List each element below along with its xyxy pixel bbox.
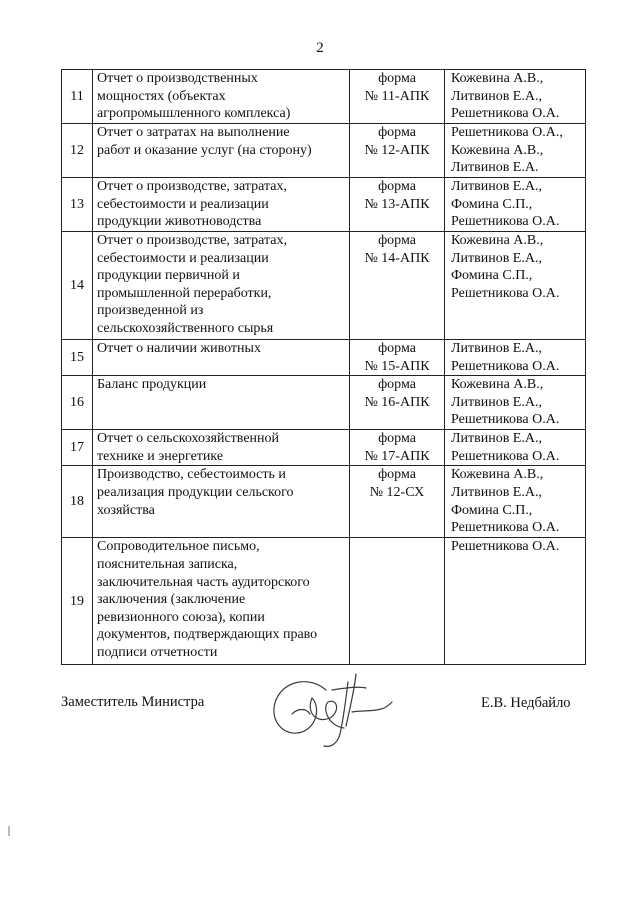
responsible-person: Решетникова О.А. [451,520,560,536]
report-title-line: Отчет о затратах на выполнение [97,125,290,140]
form-code-line: № 12-АПК [364,142,430,158]
form-code [350,430,445,466]
row-number: 19 [62,538,93,665]
report-title [93,430,350,466]
form-code [350,70,445,124]
responsible-person: Литвинов Е.А., [451,179,542,194]
responsible-person: Кожевина А.В., [451,377,544,393]
responsible-person: Кожевина А.В., [451,467,544,483]
form-code [350,178,445,232]
form-code-line: форма [378,125,416,140]
page-number: 2 [316,40,324,56]
row-number: 13 [62,178,93,232]
report-title-line: Отчет о наличии животных [97,341,261,356]
report-title-line: себестоимости и реализации [97,250,269,266]
responsible-person: Литвинов Е.А. [451,160,539,176]
row-number: 18 [62,466,93,538]
report-title-line: Производство, себестоимость и [97,467,286,483]
form-code-line: форма [378,341,416,356]
responsible-person: Литвинов Е.А., [451,250,542,266]
responsible-person: Литвинов Е.А., [451,394,542,410]
row-number: 14 [62,232,93,340]
responsible-persons [445,376,586,430]
report-title-line: подписи отчетности [97,644,218,660]
responsible-persons [445,538,586,665]
report-title-line: ревизионного союза), копии [97,609,265,625]
responsible-person: Литвинов Е.А., [451,88,542,104]
form-code-line: № 14-АПК [364,250,430,266]
form-code-line: № 17-АПК [364,448,430,464]
row-number: 15 [62,340,93,376]
responsible-person: Решетникова О.А. [451,448,560,464]
row-number: 17 [62,430,93,466]
report-title-line: реализация продукции сельского [97,484,294,500]
responsible-person: Литвинов Е.А., [451,341,542,356]
report-title-line: заключительная часть аудиторского [97,574,310,590]
signatory-position: Заместитель Министра [61,694,205,710]
handwritten-signature [262,668,402,753]
responsibility-table [61,69,586,665]
report-title-line: заключения (заключение [97,592,246,608]
report-title [93,376,350,430]
report-title-line: Отчет о производстве, затратах, [97,179,287,194]
form-code-line: форма [378,377,416,393]
report-title-line: пояснительная записка, [97,556,238,572]
form-code [350,340,445,376]
responsible-person: Фомина С.П., [451,502,533,518]
responsible-person: Решетникова О.А. [451,106,560,122]
responsible-person: Кожевина А.В., [451,233,544,248]
table-row [62,466,586,538]
report-title-line: Отчет о сельскохозяйственной [97,431,280,447]
report-title-line: промышленной переработки, [97,285,272,301]
report-title-line: Баланс продукции [97,377,207,393]
form-code [350,538,445,665]
table-row [62,70,586,124]
responsible-person: Решетникова О.А. [451,285,560,301]
form-code-line: № 15-АПК [364,358,430,374]
report-title [93,340,350,376]
form-code-line: № 12-СХ [369,484,425,500]
row-number: 12 [62,124,93,178]
table-row [62,178,586,232]
report-title-line: Отчет о производстве, затратах, [97,233,287,248]
report-title [93,70,350,124]
report-title-line: Сопроводительное письмо, [97,539,260,555]
responsible-persons [445,70,586,124]
table-row [62,376,586,430]
table-row [62,340,586,376]
table-row [62,430,586,466]
table-row [62,538,586,665]
responsible-persons [445,232,586,340]
form-code-line: № 16-АПК [364,394,430,410]
report-title [93,466,350,538]
responsible-person: Решетникова О.А. [451,214,560,230]
responsible-person: Кожевина А.В., [451,71,544,86]
report-title-line: агропромышленного комплекса) [97,106,291,122]
report-title-line: работ и оказание услуг (на сторону) [97,142,312,158]
form-code [350,232,445,340]
form-code-line: № 13-АПК [364,196,430,212]
responsible-person: Решетникова О.А. [451,358,560,374]
report-title-line: документов, подтверждающих право [97,627,318,643]
table-body [62,70,586,665]
responsible-person: Решетникова О.А. [451,412,560,428]
responsible-persons [445,340,586,376]
form-code-line: форма [378,431,416,447]
form-code-line: № 11-АПК [364,88,430,104]
responsible-person: Фомина С.П., [451,268,533,284]
form-code-line: форма [378,179,416,194]
report-title [93,538,350,665]
form-code-line: форма [378,233,416,248]
table-row [62,124,586,178]
report-title-line: продукции первичной и [97,268,240,284]
report-title-line: себестоимости и реализации [97,196,269,212]
form-code [350,466,445,538]
responsible-persons [445,124,586,178]
form-code [350,124,445,178]
scan-margin-mark [8,826,10,836]
responsible-person: Фомина С.П., [451,196,533,212]
report-title-line: технике и энергетике [97,448,224,464]
report-title [93,232,350,340]
responsible-person: Литвинов Е.А., [451,431,542,447]
report-title-line: произведенной из [97,303,204,319]
row-number: 16 [62,376,93,430]
report-title [93,178,350,232]
responsible-persons [445,178,586,232]
row-number: 11 [62,70,93,124]
responsible-person: Решетникова О.А., [451,125,563,140]
form-code-line: форма [378,71,416,86]
report-title-line: сельскохозяйственного сырья [97,320,274,336]
responsible-person: Кожевина А.В., [451,142,544,158]
responsible-person: Решетникова О.А. [451,539,560,555]
responsible-person: Литвинов Е.А., [451,484,542,500]
report-title-line: мощностях (объектах [97,88,226,104]
report-title-line: продукции животноводства [97,214,262,230]
form-code [350,376,445,430]
signatory-name: Е.В. Недбайло [481,695,571,711]
report-title [93,124,350,178]
responsible-persons [445,430,586,466]
report-title-line: хозяйства [97,502,155,518]
report-title-line: Отчет о производственных [97,71,258,86]
form-code-line: форма [378,467,416,483]
responsible-persons [445,466,586,538]
table-row [62,232,586,340]
